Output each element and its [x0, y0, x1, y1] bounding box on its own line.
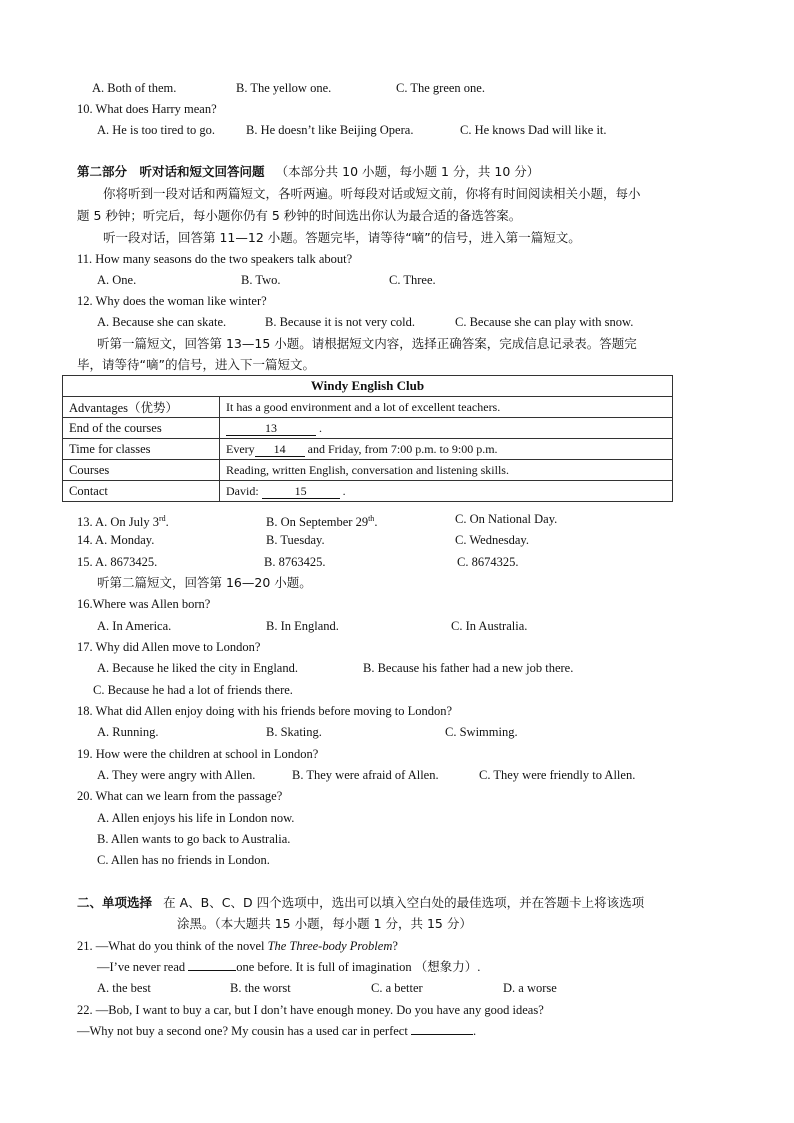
q19-option-a[interactable]: A. They were angry with Allen. [97, 768, 256, 782]
q21-option-d[interactable]: D. a worse [503, 981, 557, 995]
q19-option-c[interactable]: C. They were friendly to Allen. [479, 768, 636, 782]
q16-option-a[interactable]: A. In America. [97, 619, 172, 633]
part2-instruction-1: 你将听到一段对话和两篇短文，各听两遍。听每段对话或短文前，你将有时间阅读相关小题，每小 [103, 186, 641, 201]
q17-stem: 17. Why did Allen move to London? [77, 640, 261, 654]
q13-option-b[interactable]: B. On September 29th. [266, 514, 378, 530]
q17-option-c[interactable]: C. Because he had a lot of friends there. [93, 683, 293, 697]
q9-option-a[interactable]: A. Both of them. [92, 81, 177, 95]
time-post: and Friday, from 7:00 p.m. to 9:00 p.m. [307, 441, 498, 456]
passage1-instruction-1: 听第一篇短文，回答第 13—15 小题。请根据短文内容，选择正确答案，完成信息记录表。答题完 [97, 336, 637, 351]
q15-option-a[interactable]: 15. A. 8673425. [77, 555, 158, 569]
q13-option-c[interactable]: C. On National Day. [455, 512, 558, 526]
section2-instruction-2: 涂黑。（本大题共 15 小题，每小题 1 分，共 15 分） [177, 916, 472, 931]
q21-line2 [97, 958, 480, 976]
q15-option-b[interactable]: B. 8763425. [264, 555, 326, 569]
q13-b-sup: th [368, 514, 375, 523]
blank-15[interactable]: 15 [262, 484, 340, 499]
part2-instruction-3: 听一段对话，回答第 11—12 小题。答题完毕，请等待“嘀”的信号，进入第一篇短文。 [103, 230, 581, 245]
row-label-time: Time for classes [63, 439, 220, 460]
q21-option-c[interactable]: C. a better [371, 981, 423, 995]
q14-option-c[interactable]: C. Wednesday. [455, 533, 529, 547]
q21-stem-post: ? [392, 939, 398, 953]
passage2-instruction: 听第二篇短文，回答第 16—20 小题。 [97, 575, 312, 590]
q22-stem: 22. —Bob, I want to buy a car, but I don’t have enough money. Do you have any good ideas? [77, 1003, 544, 1017]
club-info-table [62, 375, 673, 502]
section2-instruction-1: 在 A、B、C、D 四个选项中，选出可以填入空白处的最佳选项，并在答题卡上将该选项 [163, 895, 645, 910]
q14-option-b[interactable]: B. Tuesday. [266, 533, 325, 547]
q10-option-b[interactable]: B. He doesn’t like Beijing Opera. [246, 123, 414, 137]
section2-heading [77, 894, 644, 912]
blank-13[interactable]: 13 [226, 421, 316, 436]
q13-a-text: 13. A. On July 3 [77, 515, 159, 530]
q16-option-c[interactable]: C. In Australia. [451, 619, 528, 633]
passage1-instruction-2: 毕，请等待“嘀”的信号，进入下一篇短文。 [77, 357, 315, 372]
q20-option-a[interactable]: A. Allen enjoys his life in London now. [97, 811, 295, 825]
q12-option-a[interactable]: A. Because she can skate. [97, 315, 227, 329]
part2-instruction-2: 题 5 秒钟；听完后，每小题你仍有 5 秒钟的时间选出你认为最合适的备选答案。 [77, 208, 522, 223]
table-title: Windy English Club [63, 376, 673, 397]
part2-heading [77, 163, 539, 181]
q13-b-text: B. On September 29 [266, 515, 369, 530]
q21-option-b[interactable]: B. the worst [230, 981, 291, 995]
q21-stem-pre: 21. —What do you think of the novel [77, 939, 268, 953]
row-label-contact: Contact [63, 481, 220, 502]
q22-line2-text: —Why not buy a second one? My cousin has a used car in perfect [77, 1024, 408, 1038]
q21-line2-pre: —I’ve never read [97, 960, 186, 974]
q11-option-a[interactable]: A. One. [97, 273, 137, 287]
q17-option-b[interactable]: B. Because his father had a new job there. [363, 661, 574, 675]
q10-stem: 10. What does Harry mean? [77, 102, 217, 116]
q16-stem: 16.Where was Allen born? [77, 597, 211, 611]
row-label-end: End of the courses [63, 418, 220, 439]
part2-note: （本部分共 10 小题，每小题 1 分，共 10 分） [275, 164, 540, 179]
q22-blank[interactable] [411, 1034, 473, 1035]
q13-option-a[interactable]: 13. A. On July 3rd. [77, 514, 169, 530]
q11-option-b[interactable]: B. Two. [241, 273, 281, 287]
table-row [63, 418, 673, 439]
table-row [63, 481, 673, 502]
q12-stem: 12. Why does the woman like winter? [77, 294, 267, 308]
q17-option-a[interactable]: A. Because he liked the city in England. [97, 661, 298, 675]
time-pre: Every [226, 441, 255, 456]
q20-option-c[interactable]: C. Allen has no friends in London. [97, 853, 270, 867]
q13-a-sup: rd [158, 514, 166, 523]
q12-option-c[interactable]: C. Because she can play with snow. [455, 315, 634, 329]
q15-option-c[interactable]: C. 8674325. [457, 555, 519, 569]
q9-option-c[interactable]: C. The green one. [396, 81, 485, 95]
q16-option-b[interactable]: B. In England. [266, 619, 339, 633]
part2-title: 第二部分 听对话和短文回答问题 [77, 164, 265, 179]
row-label-advantages: Advantages（优势） [63, 397, 220, 418]
q18-option-a[interactable]: A. Running. [97, 725, 159, 739]
q18-option-c[interactable]: C. Swimming. [445, 725, 518, 739]
contact-pre: David: [226, 483, 259, 498]
q20-option-b[interactable]: B. Allen wants to go back to Australia. [97, 832, 291, 846]
table-title-row [63, 376, 673, 397]
q19-stem: 19. How were the children at school in London? [77, 747, 319, 761]
blank-14[interactable]: 14 [255, 442, 305, 457]
q21-blank[interactable] [188, 970, 236, 971]
row-value-time [220, 439, 673, 460]
q12-option-b[interactable]: B. Because it is not very cold. [265, 315, 415, 329]
section2-title: 二、单项选择 [77, 895, 153, 910]
q14-option-a[interactable]: 14. A. Monday. [77, 533, 155, 547]
q11-option-c[interactable]: C. Three. [389, 273, 436, 287]
row-value-contact: David: 15 . [220, 481, 673, 502]
q22-line2: —Why not buy a second one? My cousin has a used car in perfect . [77, 1024, 477, 1038]
q10-option-c[interactable]: C. He knows Dad will like it. [460, 123, 607, 137]
q11-stem: 11. How many seasons do the two speakers talk about? [77, 252, 353, 266]
table-row [63, 460, 673, 481]
q18-option-b[interactable]: B. Skating. [266, 725, 322, 739]
row-value-advantages: It has a good environment and a lot of excellent teachers. [220, 397, 673, 418]
q10-option-a[interactable]: A. He is too tired to go. [97, 123, 216, 137]
table-row [63, 397, 673, 418]
q21-novel-title: The Three-body Problem [267, 939, 393, 953]
q21-line2-post: one before. It is full of imagination （想象力）. [236, 960, 481, 974]
q19-option-b[interactable]: B. They were afraid of Allen. [292, 768, 439, 782]
q21-stem [77, 937, 398, 955]
row-value-end: 13 . [220, 418, 673, 439]
q9-option-b[interactable]: B. The yellow one. [236, 81, 332, 95]
row-label-courses: Courses [63, 460, 220, 481]
q20-stem: 20. What can we learn from the passage? [77, 789, 283, 803]
q21-option-a[interactable]: A. the best [97, 981, 151, 995]
table-row [63, 439, 673, 460]
row-value-courses: Reading, written English, conversation and listening skills. [220, 460, 673, 481]
q18-stem: 18. What did Allen enjoy doing with his friends before moving to London? [77, 704, 453, 718]
